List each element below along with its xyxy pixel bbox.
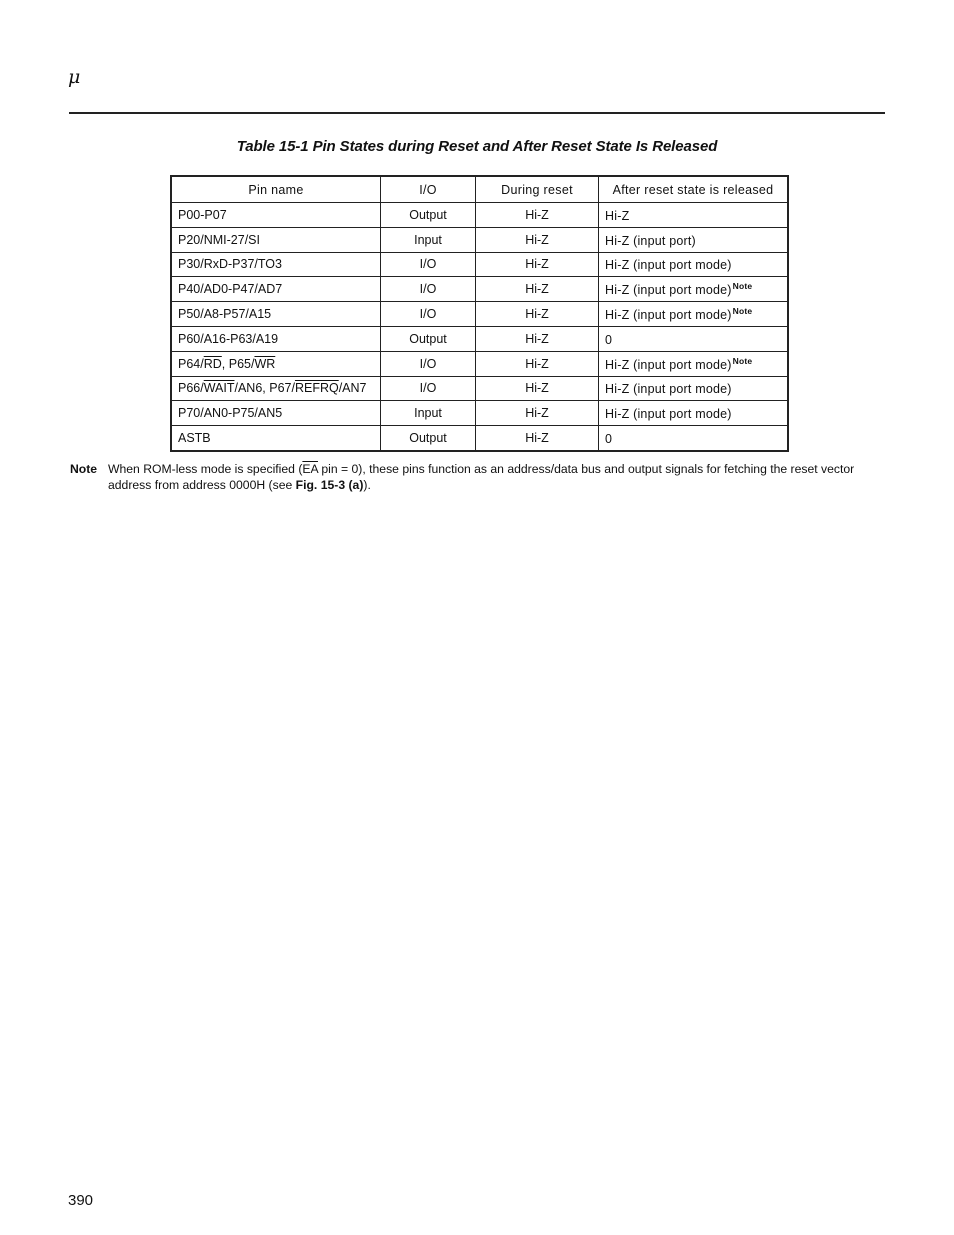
- cell-after-reset: [599, 401, 789, 426]
- pin-name-part: /AN6, P67/: [234, 381, 295, 396]
- pin-name-part: P00-P07: [178, 207, 227, 222]
- cell-io: I/O: [381, 277, 476, 302]
- table-row: [171, 227, 788, 252]
- table-row: [171, 426, 788, 451]
- cell-during-reset: Hi-Z: [476, 302, 599, 327]
- cell-during-reset: Hi-Z: [476, 401, 599, 426]
- pin-name-active-low: $\overline{RD}$: [203, 356, 222, 371]
- cell-io: Output: [381, 326, 476, 351]
- pin-name-part: P20/NMI-27/SI: [178, 232, 260, 247]
- table-row: [171, 401, 788, 426]
- note-text-1: When ROM-less mode is specified (: [108, 462, 303, 476]
- header-rule: [69, 112, 885, 114]
- cell-pin-name: [171, 252, 381, 277]
- after-reset-value: Hi-Z (input port): [605, 233, 696, 248]
- after-reset-value: 0: [605, 332, 613, 347]
- cell-pin-name: [171, 401, 381, 426]
- note-body: [108, 461, 886, 493]
- cell-after-reset: [599, 203, 789, 228]
- pin-states-table: [170, 175, 789, 452]
- note-figure-ref: Fig. 15-3 (a): [295, 478, 364, 492]
- pin-name-part: P50/A8-P57/A15: [178, 307, 272, 322]
- pin-name-part: ASTB: [178, 431, 211, 446]
- cell-io: Input: [381, 401, 476, 426]
- cell-io: Input: [381, 227, 476, 252]
- cell-during-reset: Hi-Z: [476, 203, 599, 228]
- cell-io: I/O: [381, 351, 476, 376]
- cell-after-reset: [599, 426, 789, 451]
- cell-during-reset: Hi-Z: [476, 426, 599, 451]
- note-reference: Note: [732, 306, 753, 317]
- cell-pin-name: [171, 302, 381, 327]
- after-reset-value: Hi-Z (input port mode): [605, 258, 732, 273]
- cell-pin-name: [171, 203, 381, 228]
- after-reset-value: Hi-Z (input port mode): [605, 283, 732, 298]
- cell-pin-name: [171, 376, 381, 401]
- table-row: [171, 302, 788, 327]
- after-reset-value: 0: [605, 432, 613, 447]
- mu-symbol: μ: [68, 66, 81, 88]
- after-reset-value: Hi-Z (input port mode): [605, 357, 732, 372]
- table-title: Table 15-1 Pin States during Reset and After Reset State Is Released: [236, 138, 718, 155]
- header-pin-name: Pin name: [171, 176, 381, 203]
- cell-io: I/O: [381, 252, 476, 277]
- cell-pin-name: [171, 426, 381, 451]
- cell-after-reset: [599, 326, 789, 351]
- note-reference: Note: [732, 281, 753, 292]
- pin-name-part: P64/: [178, 356, 204, 371]
- cell-after-reset: [599, 351, 789, 376]
- pin-name-part: P30/RxD-P37/TO3: [178, 257, 282, 272]
- table-row: [171, 203, 788, 228]
- page-number: 390: [68, 1192, 94, 1209]
- after-reset-value: Hi-Z: [605, 208, 630, 223]
- cell-during-reset: Hi-Z: [476, 326, 599, 351]
- pin-name-active-low: $\overline{WR}$: [254, 356, 276, 371]
- pin-name-active-low: WAIT: [203, 381, 235, 396]
- cell-after-reset: [599, 277, 789, 302]
- cell-after-reset: [599, 252, 789, 277]
- cell-pin-name: [171, 277, 381, 302]
- note-label: Note: [70, 462, 98, 476]
- note-reference: Note: [732, 355, 753, 366]
- cell-io: Output: [381, 426, 476, 451]
- table-row: [171, 252, 788, 277]
- header-during-reset: During reset: [476, 176, 599, 203]
- cell-io: I/O: [381, 376, 476, 401]
- cell-during-reset: Hi-Z: [476, 351, 599, 376]
- after-reset-value: Hi-Z (input port mode): [605, 308, 732, 323]
- after-reset-value: Hi-Z (input port mode): [605, 407, 732, 422]
- after-reset-value: Hi-Z (input port mode): [605, 382, 732, 397]
- table-header-row: [171, 176, 788, 203]
- pin-name-active-low: REFRQ: [294, 381, 339, 396]
- note-text-2: pin = 0), these pins function as an address/data bus and output signals for fetching the reset vector address from address 0000H (see: [108, 462, 855, 492]
- pin-name-part: P70/AN0-P75/AN5: [178, 406, 283, 421]
- cell-after-reset: [599, 227, 789, 252]
- cell-io: I/O: [381, 302, 476, 327]
- cell-io: Output: [381, 203, 476, 228]
- cell-during-reset: Hi-Z: [476, 277, 599, 302]
- cell-pin-name: [171, 227, 381, 252]
- pin-name-part: P66/: [178, 381, 204, 396]
- pin-name-part: P40/AD0-P47/AD7: [178, 282, 283, 297]
- table-row: [171, 351, 788, 376]
- note-ea-signal: $\overline{EA}$: [302, 462, 318, 476]
- table-row: [171, 326, 788, 351]
- pin-name-part: P60/A16-P63/A19: [178, 331, 279, 346]
- cell-during-reset: Hi-Z: [476, 376, 599, 401]
- cell-pin-name: [171, 351, 381, 376]
- cell-during-reset: Hi-Z: [476, 252, 599, 277]
- table-row: [171, 376, 788, 401]
- cell-after-reset: [599, 376, 789, 401]
- pin-name-part: /AN7: [338, 381, 367, 396]
- table-row: [171, 277, 788, 302]
- cell-after-reset: [599, 302, 789, 327]
- note-text-3: ).: [363, 478, 371, 492]
- cell-pin-name: [171, 326, 381, 351]
- pin-name-part: , P65/: [221, 356, 255, 371]
- header-after-reset: After reset state is released: [599, 176, 789, 203]
- cell-during-reset: Hi-Z: [476, 227, 599, 252]
- header-io: I/O: [381, 176, 476, 203]
- table-body: [171, 203, 788, 451]
